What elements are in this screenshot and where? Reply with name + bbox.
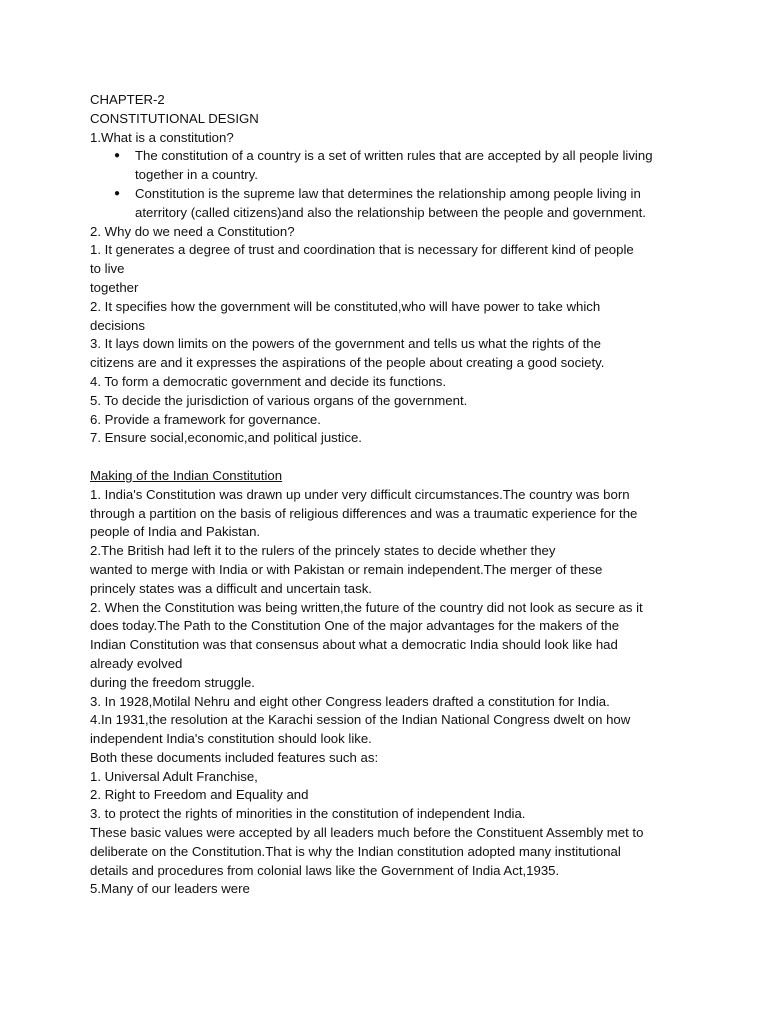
list-item-text: together in a country.	[135, 167, 258, 183]
paragraph-line: Indian Constitution was that consensus about what a democratic India should look like had	[90, 637, 618, 653]
paragraph-line: 5.Many of our leaders were	[90, 881, 250, 897]
paragraph-line: princely states was a difficult and uncertain task.	[90, 580, 372, 596]
paragraph-line: already evolved	[90, 655, 183, 671]
bullet-icon: ●	[114, 150, 121, 162]
paragraph-line: 2. Right to Freedom and Equality and	[90, 787, 309, 803]
paragraph-line: 1. It generates a degree of trust and coordination that is necessary for different kind of people	[90, 242, 634, 258]
question-heading: 1.What is a constitution?	[90, 129, 234, 145]
paragraph-line: 4. To form a democratic government and decide its functions.	[90, 373, 447, 389]
paragraph-line: 7. Ensure social,economic,and political justice.	[90, 430, 362, 446]
paragraph-line: Both these documents included features such as:	[90, 749, 379, 765]
paragraph-line: 3. In 1928,Motilal Nehru and eight other Congress leaders drafted a constitution for India.	[90, 693, 610, 709]
paragraph-line: people of India and Pakistan.	[90, 524, 261, 540]
list-item	[90, 185, 690, 223]
document-body	[90, 91, 690, 899]
paragraph-line: 5. To decide the jurisdiction of various organs of the government.	[90, 392, 468, 408]
list-item-text: The constitution of a country is a set of written rules that are accepted by all people living	[135, 148, 653, 164]
paragraph-line: 2. When the Constitution was being written,the future of the country did not look as secure as it	[90, 599, 643, 615]
paragraph-line: during the freedom struggle.	[90, 674, 255, 690]
chapter-title: CONSTITUTIONAL DESIGN	[90, 110, 259, 126]
paragraph-line: 1. India's Constitution was drawn up under very difficult circumstances.The country was born	[90, 486, 630, 502]
paragraph-line: 1. Universal Adult Franchise,	[90, 768, 258, 784]
need-section	[90, 241, 690, 448]
paragraph-line: independent India's constitution should look like.	[90, 731, 372, 747]
paragraph-line: decisions	[90, 317, 145, 333]
paragraph-line: wanted to merge with India or with Pakistan or remain independent.The merger of these	[90, 561, 603, 577]
paragraph-line: 6. Provide a framework for governance.	[90, 411, 321, 427]
paragraph-line: details and procedures from colonial laws like the Government of India Act,1935.	[90, 862, 560, 878]
paragraph-line: 2.The British had left it to the rulers of the princely states to decide whether they	[90, 543, 556, 559]
list-item-text: aterritory (called citizens)and also the relationship between the people and government.	[135, 204, 646, 220]
paragraph-line: 3. It lays down limits on the powers of the government and tells us what the rights of the	[90, 336, 601, 352]
paragraph-line: 3. to protect the rights of minorities in the constitution of independent India.	[90, 806, 526, 822]
chapter-label: CHAPTER-2	[90, 92, 165, 107]
paragraph-line: does today.The Path to the Constitution One of the major advantages for the makers of the	[90, 618, 620, 634]
paragraph-line: 4.In 1931,the resolution at the Karachi session of the Indian National Congress dwelt on how	[90, 712, 631, 728]
list-item	[90, 147, 690, 185]
making-section	[90, 486, 690, 900]
paragraph-line: through a partition on the basis of religious differences and was a traumatic experience for the	[90, 505, 638, 521]
paragraph-line: 2. It specifies how the government will be constituted,who will have power to take which	[90, 298, 601, 314]
blank-line	[90, 448, 690, 467]
definition-list	[90, 147, 690, 222]
paragraph-line: citizens are and it expresses the aspirations of the people about creating a good society.	[90, 355, 605, 371]
question-heading: 2. Why do we need a Constitution?	[90, 223, 295, 239]
section-heading: Making of the Indian Constitution	[90, 467, 283, 483]
paragraph-line: deliberate on the Constitution.That is why the Indian constitution adopted many institutional	[90, 843, 621, 859]
bullet-icon: ●	[114, 187, 121, 199]
paragraph-line: These basic values were accepted by all leaders much before the Constituent Assembly met to	[90, 825, 644, 841]
list-item-text: Constitution is the supreme law that determines the relationship among people living in	[135, 185, 641, 201]
paragraph-line: together	[90, 279, 139, 295]
paragraph-line: to live	[90, 261, 125, 277]
